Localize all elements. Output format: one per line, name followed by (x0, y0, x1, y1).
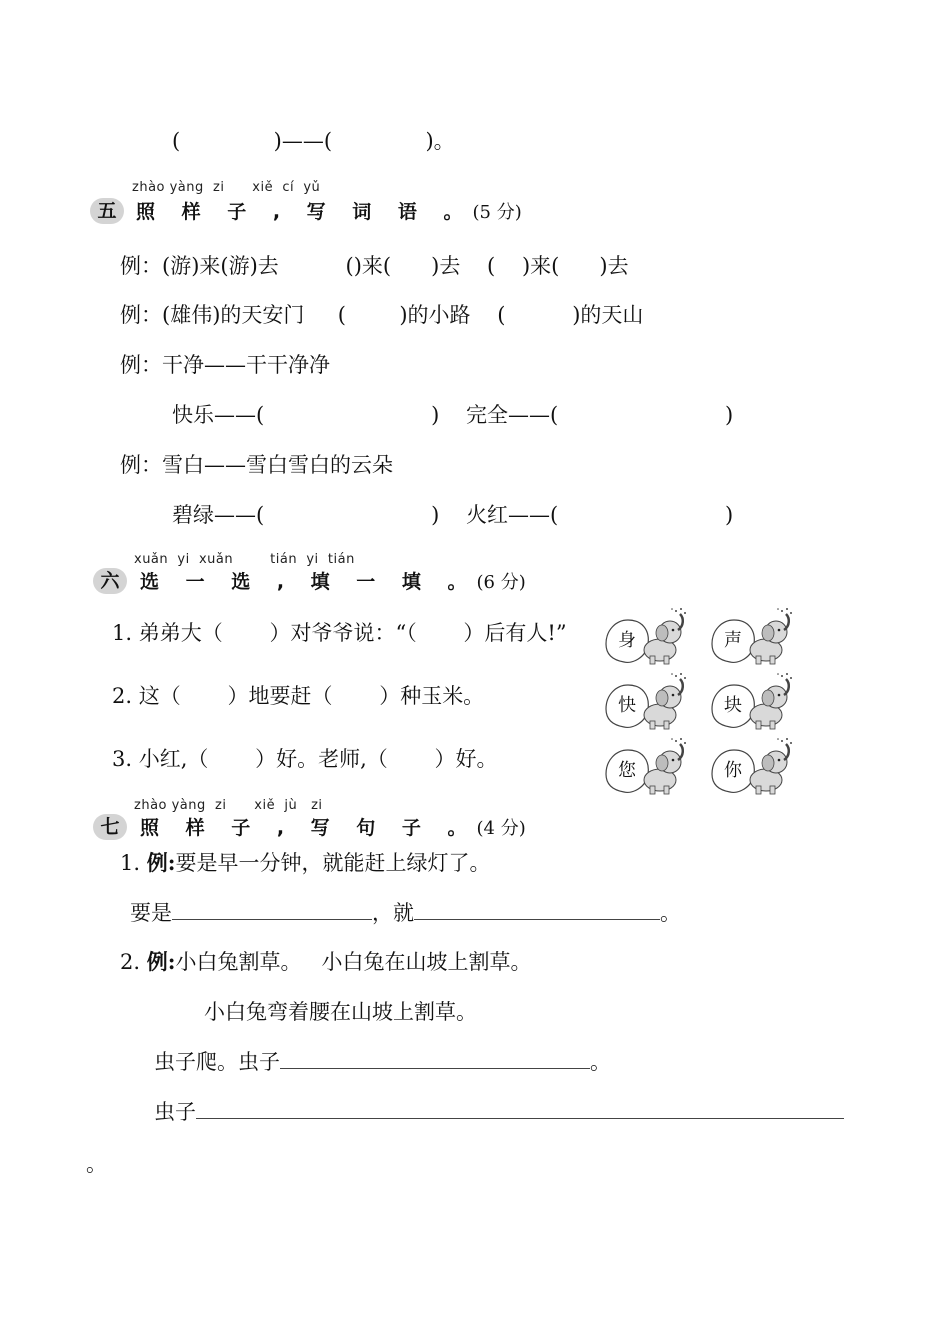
sec7-example-2-line-2: 小白兔弯着腰在山坡上割草。 (204, 1000, 477, 1024)
sec5-line-2: 例：(雄伟)的天安门 ( )的小路 ( )的天山 (120, 303, 644, 327)
sec7-answer-2: 虫子爬。虫子 。 (154, 1050, 611, 1074)
sec7-answer-3: 虫子 (154, 1098, 844, 1126)
sec5-score: (5 分) (472, 202, 522, 223)
sec6-title: 选 一 选 , 填 一 填 。(6 分) (140, 571, 526, 593)
sec6-item-1 (112, 619, 567, 647)
sec6-score: (6 分) (476, 572, 526, 593)
sec5-line-3: 例：干净——干干净净 (120, 353, 330, 377)
sec7-example-1 (120, 849, 491, 877)
sec7-pinyin: zhào yàng zi xiě jù zi (134, 798, 323, 813)
example-text: 小白兔割草。 小白兔在山坡上割草。 (175, 950, 532, 974)
item-number: 1. (112, 621, 133, 645)
trailing-period: 。 (86, 1152, 107, 1176)
item-text: 弟弟大（ ）对爷爷说：“（ ）后有人!” (138, 621, 567, 645)
choice-character: 声 (724, 630, 742, 651)
sec6-item-2 (112, 682, 484, 710)
sec5-number-badge: 五 (90, 198, 124, 224)
elephant-choice-icon (602, 671, 688, 733)
elephant-choice-icon (708, 606, 794, 668)
example-tag: 例: (146, 949, 176, 974)
choice-character: 你 (724, 760, 742, 781)
choice-character: 身 (618, 630, 636, 651)
sec6-item-3 (112, 745, 498, 773)
answer-blank[interactable] (414, 899, 660, 920)
sec7-title: 照 样 子 , 写 句 子 。(4 分) (140, 817, 526, 839)
elephant-choice-icon (708, 736, 794, 798)
item-number: 3. (112, 747, 133, 771)
choice-character: 块 (724, 695, 742, 716)
sec5-line-6: 碧绿——( ) 火红——( ) (172, 503, 734, 527)
example-tag: 例: (146, 850, 176, 875)
sec5-pinyin: zhào yàng zi xiě cí yǔ (132, 180, 321, 195)
sec5-line-1: 例：(游)来(游)去 ()来( )去 ( )来( )去 (120, 254, 629, 278)
choice-character: 快 (618, 695, 636, 716)
elephant-choice-icon (602, 736, 688, 798)
choice-character: 您 (618, 760, 636, 781)
answer-blank[interactable] (196, 1098, 844, 1119)
elephant-choice-icon (602, 606, 688, 668)
sec5-title: 照 样 子 , 写 词 语 。(5 分) (136, 201, 522, 223)
sec7-score: (4 分) (476, 818, 526, 839)
sec5-line-5: 例：雪白——雪白雪白的云朵 (120, 453, 393, 477)
answer-blank[interactable] (280, 1048, 590, 1069)
example-number: 2. (120, 950, 141, 974)
item-text: 这（ ）地要赶（ ）种玉米。 (138, 684, 485, 708)
sec7-example-2 (120, 948, 532, 976)
sec5-line-4: 快乐——( ) 完全——( ) (172, 403, 734, 427)
item-number: 2. (112, 684, 133, 708)
example-text: 要是早一分钟，就能赶上绿灯了。 (175, 851, 491, 875)
top-answer-line: ( )——( )。 (172, 129, 455, 153)
sec7-answer-1: 要是 ，就 。 (130, 901, 681, 925)
elephant-choice-icon (708, 671, 794, 733)
answer-blank[interactable] (172, 899, 372, 920)
sec6-number-badge: 六 (93, 568, 127, 594)
sec6-pinyin: xuǎn yi xuǎn tián yi tián (134, 552, 355, 567)
sec7-number-badge: 七 (93, 814, 127, 840)
example-number: 1. (120, 851, 141, 875)
item-text: 小红,（ ）好。老师,（ ）好。 (138, 747, 498, 771)
